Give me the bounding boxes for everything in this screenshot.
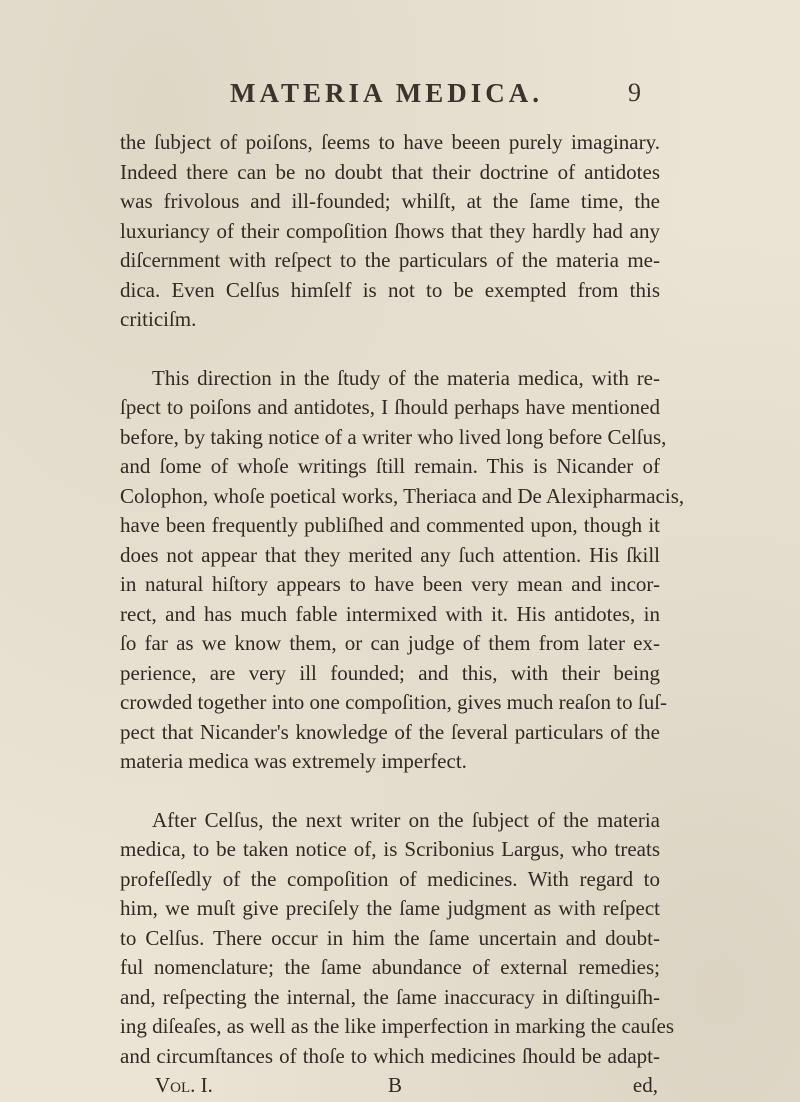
paragraph-1	[120, 128, 660, 335]
volume-label: Vol. I.	[155, 1073, 213, 1097]
text-line: medica, to be taken notice of, is Scribonius Largus, who treats	[120, 837, 660, 861]
paragraph-2	[120, 364, 685, 777]
text-line: does not appear that they merited any ſuch attention. His ſkill	[120, 542, 660, 567]
text-line: and ſome of whoſe writings ſtill remain. This is Nicander of	[120, 454, 660, 478]
text-line: and circumſtances of thoſe to which medicines ſhould be adapt-	[120, 1043, 660, 1068]
text-line: After Celſus, the next writer on the ſubject of the materia	[152, 807, 660, 832]
page-footer	[120, 1071, 660, 1101]
signature-mark: B	[388, 1073, 403, 1097]
text-line: This direction in the ſtudy of the materia medica, with re-	[152, 365, 660, 390]
paragraph-gap	[120, 335, 660, 364]
text-line: luxuriancy of their compoſition ſhows that they hardly had any	[120, 218, 660, 243]
text-line: rect, and has much fable intermixed with it. His antidotes, in	[120, 601, 660, 626]
text-line: was frivolous and ill-founded; whilſt, at the ſame time, the	[120, 189, 660, 213]
text-line: ſpect to poiſons and antidotes, I ſhould perhaps have mentioned	[120, 395, 660, 419]
text-line: and, reſpecting the internal, the ſame inaccuracy in diſtinguiſh-	[120, 984, 660, 1009]
text-line: dica. Even Celſus himſelf is not to be exempted from this	[120, 277, 660, 302]
body-text	[120, 128, 685, 1101]
page-number: 9	[628, 78, 641, 107]
text-line: pect that Nicander's knowledge of the ſeveral particulars of the	[120, 719, 660, 744]
text-line: the ſubject of poiſons, ſeems to have beeen purely imaginary.	[120, 130, 660, 154]
paragraph-gap	[120, 777, 660, 806]
text-line: in natural hiſtory appears to have been very mean and incor-	[120, 572, 660, 596]
text-line: Colophon, whoſe poetical works, Theriaca and De Alexipharmacis,	[120, 483, 685, 508]
paragraph-3	[120, 806, 674, 1072]
text-line: criticiſm.	[120, 307, 197, 331]
catchword: ed,	[632, 1073, 658, 1097]
text-line: Indeed there can be no doubt that their doctrine of antidotes	[120, 159, 660, 184]
text-line: diſcernment with reſpect to the particulars of the materia me-	[120, 248, 660, 272]
running-title: MATERIA MEDICA.	[230, 78, 544, 108]
text-line: crowded together into one compoſition, gives much reaſon to ſuſ-	[120, 690, 668, 714]
text-line: perience, are very ill founded; and this, with their being	[120, 660, 660, 685]
text-line: ful nomenclature; the ſame abundance of external remedies;	[120, 955, 660, 979]
page-header	[230, 78, 641, 118]
text-line: to Celſus. There occur in him the ſame uncertain and doubt-	[120, 925, 660, 950]
text-line: ſo far as we know them, or can judge of them from later ex-	[120, 631, 660, 655]
text-line: him, we muſt give preciſely the ſame judgment as with reſpect	[120, 896, 660, 920]
text-line: profeſſedly of the compoſition of medicines. With regard to	[120, 866, 660, 891]
text-line: before, by taking notice of a writer who lived long before Celſus,	[120, 424, 667, 449]
text-line: ing diſeaſes, as well as the like imperfection in marking the cauſes	[120, 1014, 674, 1038]
text-line: materia medica was extremely imperfect.	[120, 749, 467, 773]
text-line: have been frequently publiſhed and commented upon, though it	[120, 513, 660, 537]
